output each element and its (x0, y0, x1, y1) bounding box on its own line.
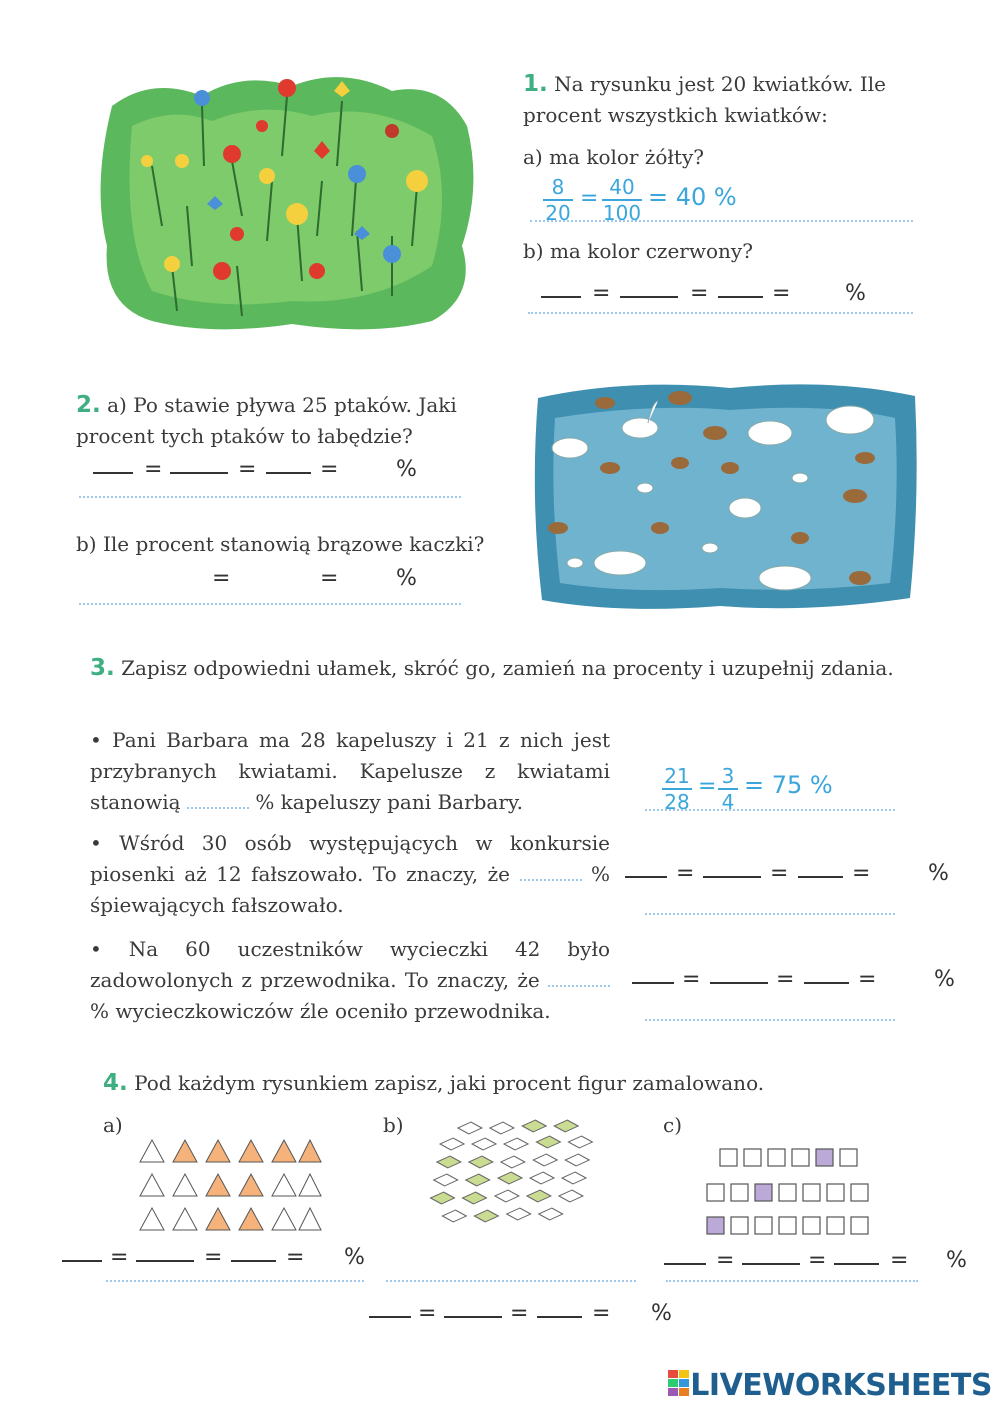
task2-a-answer-line[interactable] (79, 496, 461, 498)
percent-sign: % (946, 1248, 967, 1273)
numerator: 8 (551, 175, 565, 199)
task3-item-1-after: % kapeluszy pani Barbary. (255, 790, 523, 814)
denominator: 4 (721, 790, 735, 814)
liveworksheets-logo (668, 1368, 992, 1403)
denominator: 100 (602, 201, 642, 225)
percent-sign: % (928, 861, 949, 886)
task1-a-answer-line[interactable] (530, 220, 913, 222)
task4-a-triangles-right-column (296, 1136, 326, 1232)
task3-item-2-input[interactable] (520, 861, 582, 881)
percent-sign: % (845, 281, 866, 306)
task3-item-3-input[interactable] (548, 967, 610, 987)
numerator: 21 (664, 764, 690, 788)
task4-c-answer-line[interactable] (666, 1280, 918, 1282)
task3-item-1-before: • Pani Barbara ma 28 kapeluszy i 21 z nich jest przybranych kwiatami. Kapelusze z kwiatami stanowią (90, 728, 610, 814)
task4-prompt (103, 1068, 764, 1099)
task3-item-3-answer-line[interactable] (645, 1019, 895, 1021)
task3-item-3-after: % wycieczkowiczów źle oceniło przewodnika. (90, 999, 551, 1023)
task3-item-1-answer-line[interactable] (645, 809, 895, 811)
task3-item-1-fraction-1 (662, 765, 692, 813)
task4-a-label: a) (103, 1113, 123, 1137)
task1-a-fraction-2 (602, 176, 642, 224)
percent-sign: % (396, 566, 417, 591)
task3-item-1-fraction-2 (718, 765, 738, 813)
task2-a-text: a) Po stawie pływa 25 ptaków. Jaki procent tych ptaków to łabędzie? (76, 393, 457, 448)
task3-item-1 (90, 725, 610, 818)
denominator: 28 (664, 790, 690, 814)
logo-icon (668, 1370, 690, 1398)
percent-sign: % (344, 1245, 365, 1270)
task4-c-squares-figure (705, 1146, 885, 1242)
task1-a-fraction-1 (543, 176, 573, 224)
task4-text: Pod każdym rysunkiem zapisz, jaki procent figur zamalowano. (134, 1071, 765, 1095)
numerator: 3 (721, 764, 735, 788)
task3-item-2 (90, 828, 610, 921)
task4-b-answer-line[interactable] (386, 1280, 636, 1282)
task4-a-answer-line[interactable] (106, 1280, 364, 1282)
numerator: 40 (609, 175, 635, 199)
task1-a-label: a) ma kolor żółty? (523, 145, 704, 169)
task1-a-result: = 40 % (648, 183, 737, 211)
task3-item-1-result: = 75 % (744, 771, 833, 799)
brand-text: LIVEWORKSHEETS (690, 1368, 992, 1403)
flower-meadow-illustration (92, 66, 482, 336)
pond-with-swans-and-ducks-illustration (530, 378, 920, 613)
task1-prompt (523, 69, 923, 131)
task4-number: 4. (103, 1070, 128, 1096)
task3-text: Zapisz odpowiedni ułamek, skróć go, zamień na procenty i uzupełnij zdania. (121, 656, 894, 680)
denominator: 20 (545, 201, 571, 225)
task3-item-2-answer-line[interactable] (645, 913, 895, 915)
equals-sign: = (580, 186, 599, 211)
task1-text: Na rysunku jest 20 kwiatków. Ile procent wszystkich kwiatków: (523, 72, 886, 127)
task3-item-2-before: • Wśród 30 osób występujących w konkursie piosenki aż 12 fałszowało. To znaczy, że (90, 831, 610, 886)
task3-number: 3. (90, 655, 115, 681)
task3-item-2-after: % śpiewających fałszowało. (90, 862, 610, 917)
task4-b-label: b) (383, 1113, 404, 1137)
task2-number: 2. (76, 392, 101, 418)
task2-b-text: b) Ile procent stanowią brązowe kaczki? (76, 532, 485, 556)
percent-sign: % (651, 1301, 672, 1326)
task3-item-1-input[interactable] (187, 789, 249, 809)
task1-b-label: b) ma kolor czerwony? (523, 239, 753, 263)
task4-b-rhombus-figure (425, 1116, 600, 1236)
equals-sign: = (698, 774, 717, 799)
percent-sign: % (396, 457, 417, 482)
task2-b-answer-line[interactable] (79, 603, 461, 605)
task3-item-3-before: • Na 60 uczestników wycieczki 42 było zadowolonych z przewodnika. To znaczy, że (90, 937, 610, 992)
task4-c-label: c) (663, 1113, 683, 1137)
task3-item-3 (90, 934, 610, 1027)
task1-number: 1. (523, 71, 548, 97)
task3-prompt (90, 653, 905, 684)
task1-b-answer-line[interactable] (528, 312, 913, 314)
task2-a-prompt (76, 390, 496, 452)
percent-sign: % (934, 967, 955, 992)
